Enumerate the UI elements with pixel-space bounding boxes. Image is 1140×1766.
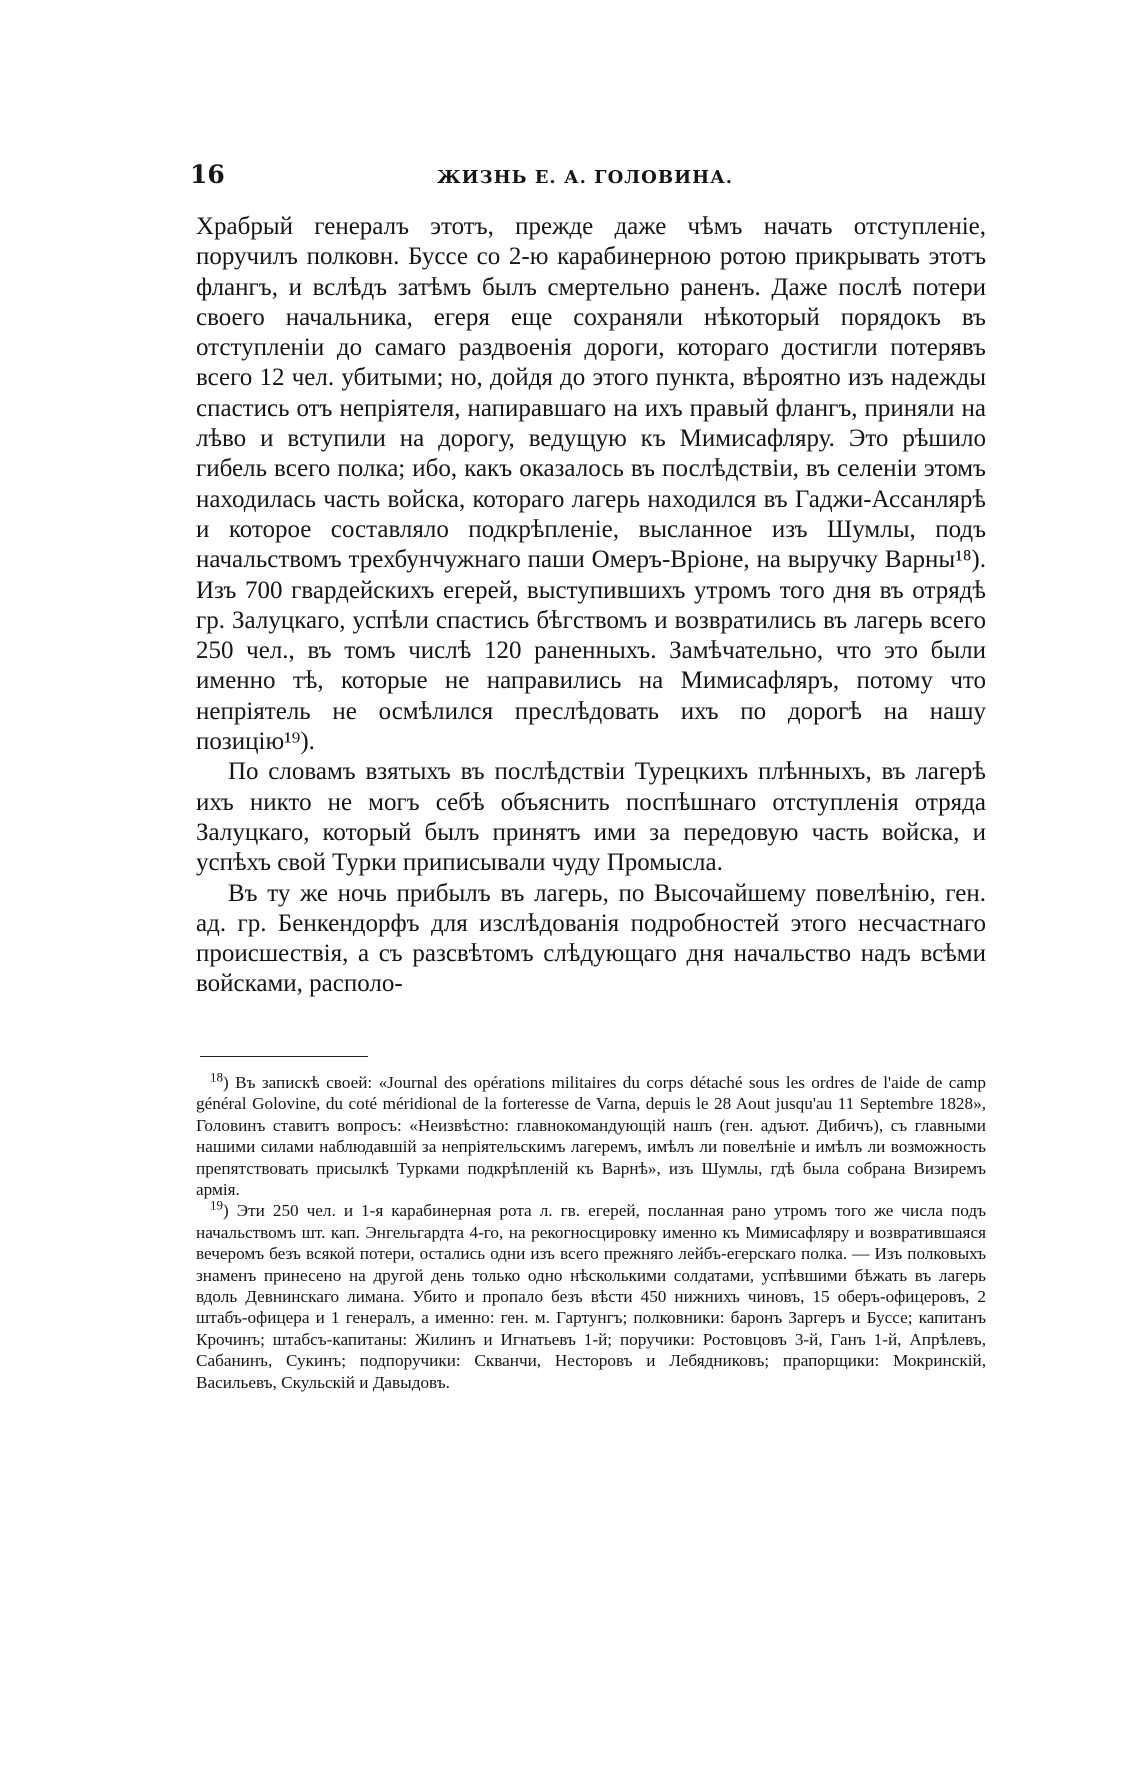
page-number: 16	[190, 160, 225, 189]
footnote-number: 19	[210, 1197, 223, 1213]
footnote-19: $^{19}$) Эти 250 чел. и 1-я карабинерная рота л. гв. егерей, посланная рано утромъ того же числа подъ начальствомъ шт. кап. Энгельгардта 4-го, на рекогносцировку именно къ Мимисафляру и возвратившаяся вечеромъ безъ всякой потери, остались одни изъ всего прежняго лейбъ-егерскаго полка. — Изъ полковыхъ знаменъ принесено на другой день только одно нѣсколькими солдатами, успѣвшими бѣжать въ лагерь вдоль Девнинскаго лимана. Убито и пропало безъ вѣсти 450 нижнихъ чиновъ, 15 оберъ-офицеровъ, 2 штабъ-офицера и 1 генералъ, а именно: ген. м. Гартунгъ; полковники: баронъ Заргеръ и Буссе; капитанъ Крочинъ; штабсъ-капитаны: Жилинъ и Игнатьевъ 1-й; поручики: Ростовцовъ 3-й, Ганъ 1-й, Апрѣлевъ, Сабанинъ, Сукинъ; подпоручики: Скванчи, Несторовъ и Лебядниковъ; прапорщики: Мокринскій, Васильевъ, Скульскій и Давыдовъ.	[196, 1197, 987, 1392]
footnote-18: $^{18}$) Въ запискѣ своей: «Journal des opérations militaires du corps détaché sous les ordres de l'aide de camp général Golovine, du coté méridional de la forteresse de Varna, depuis le 28 Aout jusqu'au 11 Septembre 1828», Головинъ ставитъ вопросъ: «Неизвѣстно: главнокомандующій нашъ (ген. адъют. Дибичъ), съ главными нашими силами наблюдавшій за непріятельскимъ лагеремъ, имѣлъ ли повелѣніе и имѣлъ ли возможность препятствовать присылкѣ Турками подкрѣпленій къ Варнѣ», изъ Шумлы, гдѣ была собрана Визиремъ армія.	[196, 1069, 986, 1200]
paragraph: По словамъ взятыхъ въ послѣдствіи Турецкихъ плѣнныхъ, въ лагерѣ ихъ никто не могъ себѣ объяснить поспѣшнаго отступленія отряда Залуцкаго, который былъ принятъ ими за передовую часть войска, и успѣхъ свой Турки приписывали чуду Промысла.	[196, 758, 986, 877]
running-head: ЖИЗНЬ Е. А. ГОЛОВИНА.	[436, 167, 734, 188]
footnote-text: Въ запискѣ своей: «Journal des opérations militaires du corps détaché sous les ordres de l'aide de camp général Golovine, du coté méridional de la forteresse de Varna, depuis le 28 Aout jusqu'au 11 Septembre 1828», Головинъ ставитъ вопросъ: «Неизвѣстно: главнокомандующій нашъ (ген. адъют. Дибичъ), съ главными нашими силами наблюдавшій за непріятельскимъ лагеремъ, имѣлъ ли повелѣніе и имѣлъ ли возможность препятствовать присылкѣ Турками подкрѣпленій къ Варнѣ», изъ Шумлы, гдѣ была собрана Визиремъ армія.	[196, 1073, 986, 1200]
footnotes	[196, 1069, 987, 1393]
footnote-divider	[200, 1056, 368, 1057]
paragraph: Въ ту же ночь прибылъ въ лагерь, по Высочайшему повелѣнію, ген. ад. гр. Бенкендорфъ для изслѣдованія подробностей этого несчастнаго происшествія, а съ разсвѣтомъ слѣдующаго дня начальство надъ всѣми войсками, располо-	[196, 879, 986, 998]
page-header	[190, 160, 990, 194]
main-text	[196, 212, 986, 1000]
paragraph: Храбрый генералъ этотъ, прежде даже чѣмъ начать отступленіе, поручилъ полковн. Буссе со 2-ю карабинерною ротою прикрывать этотъ флангъ, и вслѣдъ затѣмъ былъ смертельно раненъ. Даже послѣ потери своего начальника, егеря еще сохраняли нѣкоторый порядокъ въ отступленіи до самаго раздвоенія дороги, котораго достигли потерявъ всего 12 чел. убитыми; но, дойдя до этого пункта, вѣроятно изъ надежды спастись отъ непріятеля, напиравшаго на ихъ правый флангъ, приняли на лѣво и вступили на дорогу, ведущую къ Мимисафляру. Это рѣшило гибель всего полка; ибо, какъ оказалось въ послѣдствіи, въ селеніи этомъ находилась часть войска, котораго лагерь находился въ Гаджи-Ассанлярѣ и которое составляло подкрѣпленіе, высланное изъ Шумлы, подъ начальствомъ трехбунчужнаго паши Омеръ-Вріоне, на выручку Варны¹⁸). Изъ 700 гвардейскихъ егерей, выступившихъ утромъ того дня въ отрядѣ гр. Залуцкаго, успѣли спастись бѣгствомъ и возвратились въ лагерь всего 250 чел., въ томъ числѣ 120 раненныхъ. Замѣчательно, что это были именно тѣ, которые не направились на Мимисафляръ, потому что непріятель не осмѣлился преслѣдовать ихъ по дорогѣ на нашу позицію¹⁹).	[196, 213, 986, 756]
footnote-text: Эти 250 чел. и 1-я карабинерная рота л. гв. егерей, посланная рано утромъ того же числа подъ начальствомъ шт. кап. Энгельгардта 4-го, на рекогносцировку именно къ Мимисафляру и возвратившаяся вечеромъ безъ всякой потери, остались одни изъ всего прежняго лейбъ-егерскаго полка. — Изъ полковыхъ знаменъ принесено на другой день только одно нѣсколькими солдатами, успѣвшими бѣжать въ лагерь вдоль Девнинскаго лимана. Убито и пропало безъ вѣсти 450 нижнихъ чиновъ, 15 оберъ-офицеровъ, 2 штабъ-офицера и 1 генералъ, а именно: ген. м. Гартунгъ; полковники: баронъ Заргеръ и Буссе; капитанъ Крочинъ; штабсъ-капитаны: Жилинъ и Игнатьевъ 1-й; поручики: Ростовцовъ 3-й, Ганъ 1-й, Апрѣлевъ, Сабанинъ, Сукинъ; подпоручики: Скванчи, Несторовъ и Лебядниковъ; прапорщики: Мокринскій, Васильевъ, Скульскій и Давыдовъ.	[196, 1201, 987, 1392]
footnote-number: 18	[210, 1069, 223, 1085]
